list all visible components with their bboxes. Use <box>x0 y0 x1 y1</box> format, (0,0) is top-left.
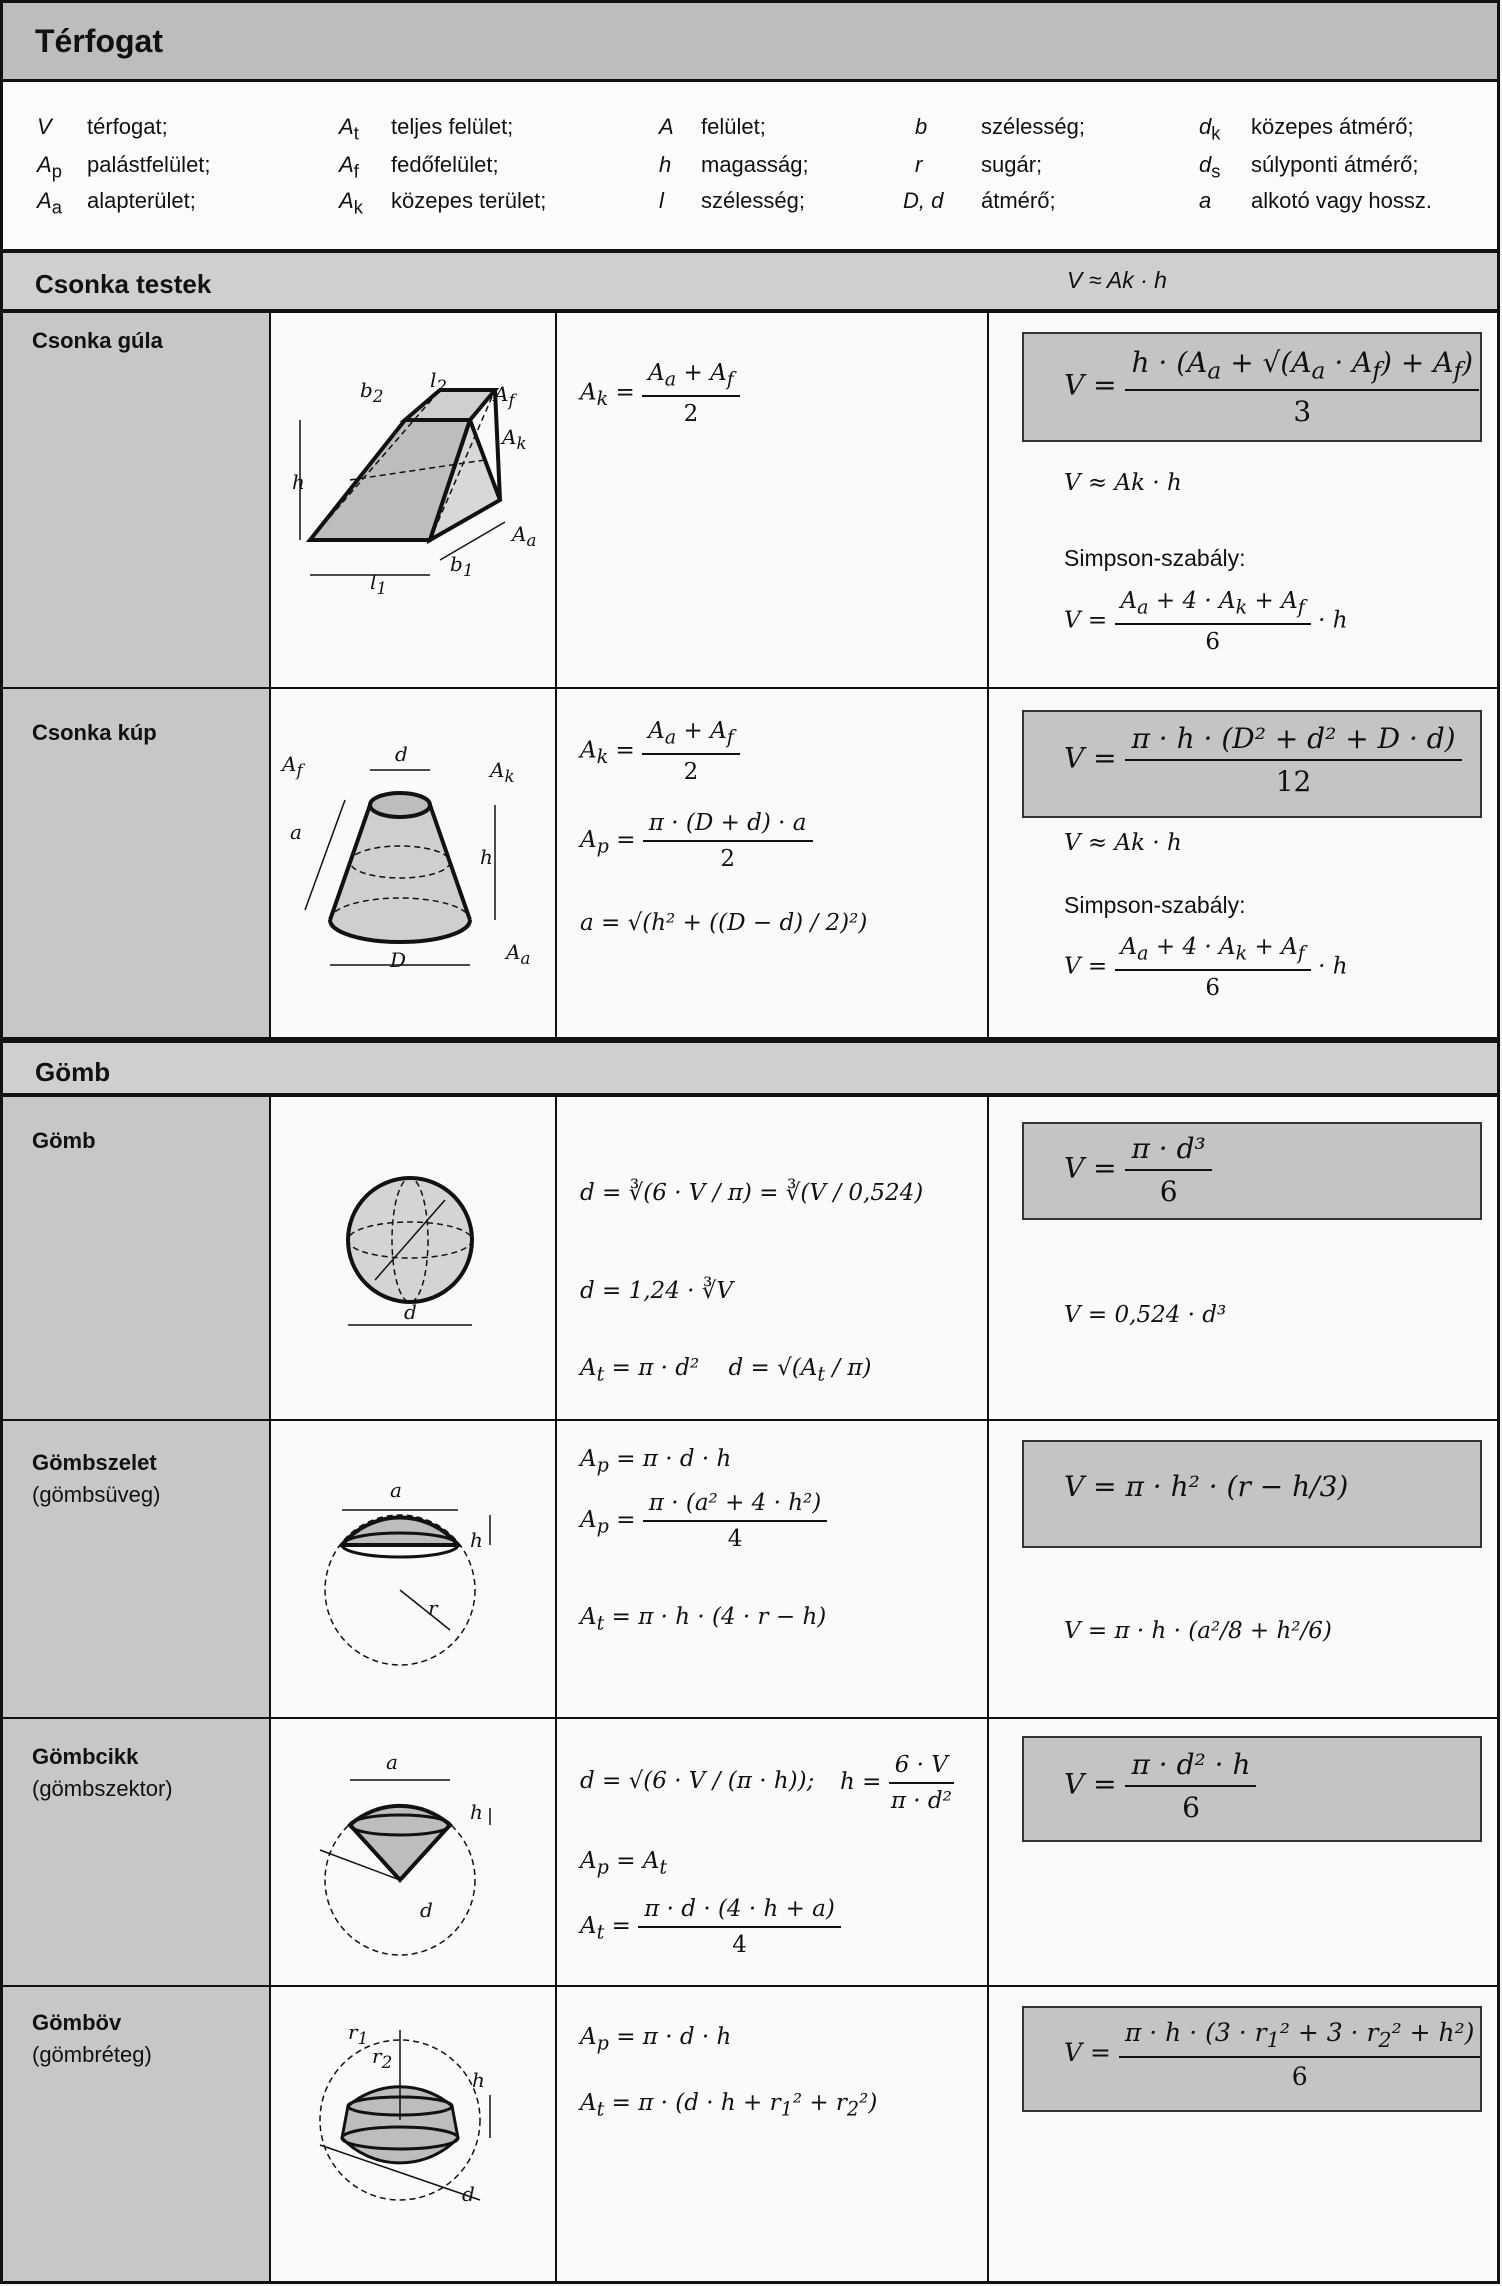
legend-text: magasság; <box>701 152 809 177</box>
formula-d2-gomb: d = 1,24 · ∛V <box>580 1278 734 1304</box>
spherical-zone-figure <box>300 2010 520 2260</box>
formula-v-ov: V = $\frac{\pi \cdot h \cdot (3 \cdot r_1^2 + 3 \cdot r_2^2 + h^2)}{6}$ <box>1064 2018 1480 2091</box>
label-h: h <box>292 470 305 494</box>
page-title: Térfogat <box>35 23 163 59</box>
formula-ap-cikk: $A_p = A_t$ <box>580 1848 668 1879</box>
label-D: D <box>390 948 407 972</box>
symbol-legend <box>0 82 1500 252</box>
page-title-bar <box>0 0 1500 82</box>
name-column <box>3 1097 271 2281</box>
formula-simpson-gula: V = $\frac{A_a + 4 \cdot A_k + A_f}{6}$ · h <box>1064 588 1348 655</box>
legend-text: fedőfelület; <box>391 152 499 177</box>
label-af: $A_f$ <box>494 382 515 410</box>
formula-a-kup: a = √(h² + ((D − d) / 2)²) <box>580 910 868 936</box>
legend-sym: b <box>915 114 928 139</box>
formula-v2-gomb: V = 0,524 · d³ <box>1064 1302 1227 1328</box>
legend-sym: $A_t$ <box>339 114 359 144</box>
name-column <box>3 313 271 1037</box>
legend-sym: $d_k$ <box>1199 114 1221 144</box>
formula-ak: $A_k$ = $\frac{A_a + A_f}{2}$ <box>580 360 740 427</box>
section-title: Gömb <box>35 1057 111 1087</box>
label-af2: $A_f$ <box>282 752 303 780</box>
formula-ap2-szelet: $A_p$ = $\frac{\text{π · (a² + 4 · h²)}}{4}$ <box>580 1490 827 1552</box>
simpson-label-kup: Simpson-szabály: <box>1064 892 1246 918</box>
label-d: d <box>395 742 408 766</box>
legend-text: súlyponti átmérő; <box>1251 152 1419 177</box>
label-r1: $r_1$ <box>348 2020 369 2048</box>
legend-sym: $d_s$ <box>1199 152 1221 182</box>
legend-text: szélesség; <box>701 188 805 213</box>
label-a2: a <box>390 1478 402 1502</box>
legend-sym: A <box>659 114 674 139</box>
formula-v-gula: V = $\frac{h \cdot (A_a + √(A_a \cdot A_f) + A_f)}{3}$ <box>1064 346 1479 428</box>
label-d5: d <box>462 2182 475 2206</box>
legend-sym: r <box>915 152 923 177</box>
label-r2: $r_2$ <box>372 2044 393 2072</box>
header-formula: V ≈ Ak · h <box>1067 267 1167 293</box>
legend-sym: $A_f$ <box>339 152 359 182</box>
formula-at-ov: $A_t = \pi \cdot (d \cdot h + r_1^2 + r_2^2)$ <box>580 2090 878 2121</box>
simpson-label-gula: Simpson-szabály: <box>1064 545 1246 571</box>
formula-at-szelet: $A_t = \pi \cdot h \cdot (4 \cdot r - h)$ <box>580 1604 827 1635</box>
approx-kup: V ≈ Ak · h <box>1064 830 1182 856</box>
section-header-csonka <box>0 250 1500 312</box>
legend-sym: $A_k$ <box>339 188 363 218</box>
label-d3: d <box>404 1300 417 1324</box>
label-b1: $b_1$ <box>450 552 474 580</box>
label-d4: d <box>420 1898 433 1922</box>
formula-v-cikk: V = $\frac{\text{π · d² · h}}{6}$ <box>1064 1748 1256 1824</box>
formula-d-cikk: d = √(6 · V / (π · h)); <box>580 1768 815 1794</box>
formula-ap-szelet: $A_p = \pi \cdot d \cdot h$ <box>580 1446 732 1477</box>
approx-gula: V ≈ Ak · h <box>1064 470 1182 496</box>
legend-text: teljes felület; <box>391 114 514 139</box>
spherical-cap-figure <box>300 1490 520 1690</box>
label-h5: h <box>472 2068 485 2092</box>
label-a: a <box>290 820 302 844</box>
legend-text: sugár; <box>981 152 1043 177</box>
row-name-kup: Csonka kúp <box>32 720 157 745</box>
legend-sym: D, d <box>903 188 944 213</box>
spherical-sector-figure <box>300 1750 520 1970</box>
formula-v-szelet: V = π · h² · (r − h/3) <box>1064 1470 1349 1503</box>
row-divider <box>3 1419 1497 1421</box>
formula-ap-ov: $A_p = \pi \cdot d \cdot h$ <box>580 2024 732 2055</box>
legend-text: átmérő; <box>981 188 1056 213</box>
label-b2: $b_2$ <box>360 378 384 406</box>
formula-d-gomb: d = ∛(6 · V / π) = ∛(V / 0,524) <box>580 1180 924 1206</box>
section-header-gomb <box>0 1040 1500 1096</box>
formula-ap-kup: $A_p$ = $\frac{\pi \cdot (D + d) \cdot a}{2}$ <box>580 810 813 872</box>
legend-text: palástfelület; <box>87 152 211 177</box>
row-sub-cikk: (gömbszektor) <box>32 1776 173 1801</box>
formula-simpson-kup: V = $\frac{A_a + 4 \cdot A_k + A_f}{6}$ · h <box>1064 934 1348 1001</box>
row-sub-szelet: (gömbsüveg) <box>32 1482 161 1507</box>
label-aa2: $A_a$ <box>506 940 531 968</box>
label-ak: $A_k$ <box>502 425 527 453</box>
legend-sym: $A_a$ <box>37 188 62 218</box>
row-name-ov: Gömböv <box>32 2010 122 2035</box>
label-h4: h <box>470 1800 483 1824</box>
row-divider <box>3 1985 1497 1987</box>
formula-v-gomb: V = $\frac{\text{π · d³}}{6}$ <box>1064 1132 1212 1208</box>
row-name-gula: Csonka gúla <box>32 328 163 353</box>
legend-text: alkotó vagy hossz. <box>1251 188 1432 213</box>
legend-text: szélesség; <box>981 114 1085 139</box>
legend-sym: $A_p$ <box>37 152 62 182</box>
legend-text: közepes terület; <box>391 188 547 213</box>
label-ak2: $A_k$ <box>490 758 515 786</box>
legend-sym: l <box>659 188 664 213</box>
legend-text: alapterület; <box>87 188 196 213</box>
formula-v2-szelet: V = π · h · (a²/8 + h²/6) <box>1064 1618 1332 1644</box>
formula-h-cikk: h = $\frac{6 \cdot V}{\text{π · d²}}$ <box>840 1752 954 1814</box>
label-a3: a <box>386 1750 398 1774</box>
legend-text: felület; <box>701 114 766 139</box>
label-r: r <box>428 1596 438 1620</box>
label-h2: h <box>480 845 493 869</box>
legend-sym: h <box>659 152 672 177</box>
formula-ak2: $A_k$ = $\frac{A_a + A_f}{2}$ <box>580 718 740 785</box>
label-h3: h <box>470 1528 483 1552</box>
row-divider <box>3 1717 1497 1719</box>
formula-at-cikk: $A_t$ = $\frac{\pi \cdot d \cdot (4 \cdot h + a)}{4}$ <box>580 1896 841 1958</box>
row-name-gomb: Gömb <box>32 1128 96 1153</box>
legend-text: közepes átmérő; <box>1251 114 1414 139</box>
row-divider <box>3 687 1497 689</box>
legend-sym: V <box>37 114 52 139</box>
row-name-szelet: Gömbszelet <box>32 1450 157 1475</box>
label-l2: $l_2$ <box>430 368 448 396</box>
legend-text: térfogat; <box>87 114 168 139</box>
formula-v-kup: V = $\frac{\text{π · h · (D² + d² + D · d)}}{12}$ <box>1064 722 1462 798</box>
legend-sym: a <box>1199 188 1212 213</box>
label-l1: $l_1$ <box>370 570 388 598</box>
row-name-cikk: Gömbcikk <box>32 1744 139 1769</box>
label-aa: $A_a$ <box>512 522 537 550</box>
section-title: Csonka testek <box>35 269 212 299</box>
formula-at-gomb: $A_t = \pi \cdot d^2$ $d = √(A_t / \pi)$ <box>580 1355 872 1386</box>
row-sub-ov: (gömbréteg) <box>32 2042 152 2067</box>
